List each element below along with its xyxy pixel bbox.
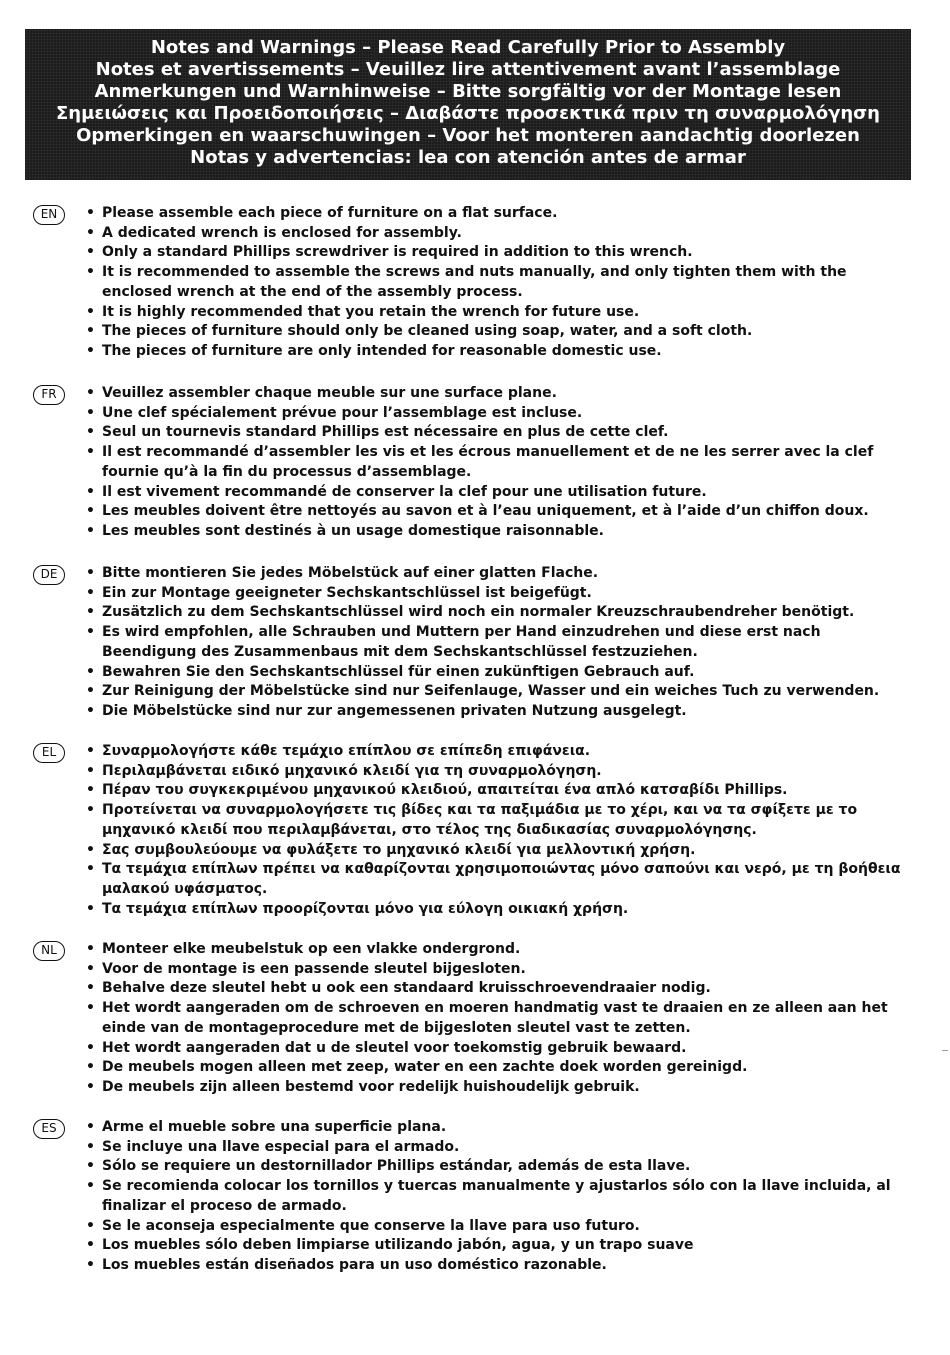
list-item: • Arme el mueble sobre una superficie plana. [86,1118,906,1138]
list-item: • Die Möbelstücke sind nur zur angemessenen privaten Nutzung ausgelegt. [86,702,906,722]
scan-mark [942,1050,948,1051]
language-badge-fr: FR [33,385,65,405]
language-badge-nl: NL [33,941,65,961]
list-item: • The pieces of furniture are only intended for reasonable domestic use. [86,342,906,362]
header-line-es: Notas y advertencias: lea con atención antes de armar [190,147,746,168]
list-item: • The pieces of furniture should only be cleaned using soap, water, and a soft cloth. [86,322,906,342]
list-item: • Zur Reinigung der Möbelstücke sind nur Seifenlauge, Wasser und ein weiches Tuch zu verwenden. [86,682,906,702]
list-item: • Bitte montieren Sie jedes Möbelstück auf einer glatten Flache. [86,564,906,584]
list-item: • Sólo se requiere un destornillador Phillips estándar, además de esta llave. [86,1157,906,1177]
notes-list-en [86,204,906,362]
list-item: • Het wordt aangeraden dat u de sleutel voor toekomstig gebruik bewaard. [86,1039,906,1059]
list-item: • Veuillez assembler chaque meuble sur une surface plane. [86,384,906,404]
list-item: • Πέραν του συγκεκριμένου μηχανικού κλειδιού, απαιτείται ένα απλό κατσαβίδι Phillips. [86,781,906,801]
list-item: • Se le aconseja especialmente que conserve la llave para uso futuro. [86,1217,906,1237]
notes-list-es [86,1118,906,1276]
list-item: • Es wird empfohlen, alle Schrauben und Muttern per Hand einzudrehen und diese erst nach Beendigung des Zusammenbaus mit dem Sechskantschlüssel festzuziehen. [86,623,906,662]
list-item: • Los muebles están diseñados para un uso doméstico razonable. [86,1256,906,1276]
notes-list-nl [86,940,906,1098]
header-line-fr: Notes et avertissements – Veuillez lire attentivement avant l’assemblage [95,59,841,80]
list-item: • Only a standard Phillips screwdriver is required in addition to this wrench. [86,243,906,263]
list-item: • Προτείνεται να συναρμολογήσετε τις βίδες και τα παξιμάδια με το χέρι, και να τα σφίξετε με το μηχανικό κλειδί που περιλαμβάνεται, στο τέλος της διαδικασίας συναρμολόγησης. [86,801,906,840]
notes-list-el [86,742,906,919]
list-item: • A dedicated wrench is enclosed for assembly. [86,224,906,244]
list-item: • Il est vivement recommandé de conserver la clef pour une utilisation future. [86,483,906,503]
header-line-en: Notes and Warnings – Please Read Carefully Prior to Assembly [150,37,786,58]
list-item: • Behalve deze sleutel hebt u ook een standaard kruisschroevendraaier nodig. [86,979,906,999]
list-item: • It is highly recommended that you retain the wrench for future use. [86,303,906,323]
list-item: • Συναρμολογήστε κάθε τεμάχιο επίπλου σε επίπεδη επιφάνεια. [86,742,906,762]
header-line-nl: Opmerkingen en waarschuwingen – Voor het monteren aandachtig doorlezen [76,125,860,146]
list-item: • Se incluye una llave especial para el armado. [86,1138,906,1158]
language-badge-de: DE [33,565,65,585]
list-item: • De meubels zijn alleen bestemd voor redelijk huishoudelijk gebruik. [86,1078,906,1098]
list-item: • Se recomienda colocar los tornillos y tuercas manualmente y ajustarlos sólo con la llave incluida, al finalizar el proceso de armado. [86,1177,906,1216]
list-item: • Les meubles doivent être nettoyés au savon et à l’eau uniquement, et à l’aide d’un chiffon doux. [86,502,906,522]
list-item: • Τα τεμάχια επίπλων προορίζονται μόνο για εύλογη οικιακή χρήση. [86,900,906,920]
list-item: • Ein zur Montage geeigneter Sechskantschlüssel ist beigefügt. [86,584,906,604]
list-item: • Monteer elke meubelstuk op een vlakke ondergrond. [86,940,906,960]
list-item: • Une clef spécialement prévue pour l’assemblage est incluse. [86,404,906,424]
list-item: • Bewahren Sie den Sechskantschlüssel für einen zukünftigen Gebrauch auf. [86,663,906,683]
language-badge-es: ES [33,1119,65,1139]
list-item: • Please assemble each piece of furniture on a flat surface. [86,204,906,224]
list-item: • Los muebles sólo deben limpiarse utilizando jabón, agua, y un trapo suave [86,1236,906,1256]
list-item: • Het wordt aangeraden om de schroeven en moeren handmatig vast te draaien en ze alleen aan het einde van de montageprocedure met de bijgesloten sleutel vast te zetten. [86,999,906,1038]
list-item: • Voor de montage is een passende sleutel bijgesloten. [86,960,906,980]
list-item: • Περιλαμβάνεται ειδικό μηχανικό κλειδί για τη συναρμολόγηση. [86,762,906,782]
list-item: • Il est recommandé d’assembler les vis et les écrous manuellement et de ne les serrer avec la clef fournie qu’à la fin du processus d’assemblage. [86,443,906,482]
header-line-de: Anmerkungen und Warnhinweise – Bitte sorgfältig vor der Montage lesen [94,81,842,102]
list-item: • Τα τεμάχια επίπλων πρέπει να καθαρίζονται χρησιμοποιώντας μόνο σαπούνι και νερό, με τη βοήθεια μαλακού υφάσματος. [86,860,906,899]
notes-list-fr [86,384,906,542]
header-banner [25,29,911,180]
list-item: • Zusätzlich zu dem Sechskantschlüssel wird noch ein normaler Kreuzschraubendreher benötigt. [86,603,906,623]
header-line-el: Σημειώσεις και Προειδοποιήσεις – Διαβάστε προσεκτικά πριν τη συναρμολόγηση [55,103,880,124]
list-item: • It is recommended to assemble the screws and nuts manually, and only tighten them with the enclosed wrench at the end of the assembly process. [86,263,906,302]
language-badge-el: EL [33,743,65,763]
list-item: • Σας συμβουλεύουμε να φυλάξετε το μηχανικό κλειδί για μελλοντική χρήση. [86,841,906,861]
list-item: • De meubels mogen alleen met zeep, water en een zachte doek worden gereinigd. [86,1058,906,1078]
list-item: • Les meubles sont destinés à un usage domestique raisonnable. [86,522,906,542]
notes-list-de [86,564,906,722]
language-badge-en: EN [33,205,65,225]
list-item: • Seul un tournevis standard Phillips est nécessaire en plus de cette clef. [86,423,906,443]
